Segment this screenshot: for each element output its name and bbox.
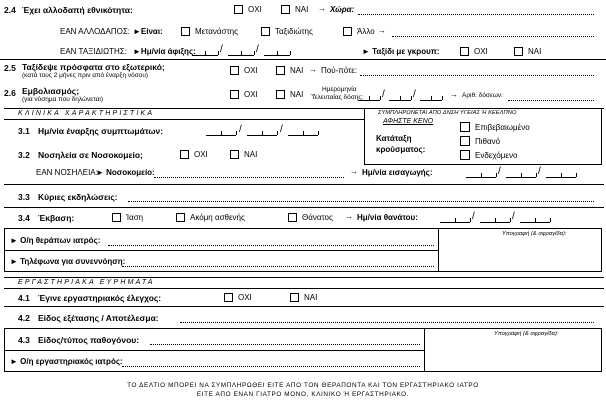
arrow-icon: →	[450, 90, 458, 99]
symptom-onset-date-field[interactable]: / /	[206, 124, 326, 136]
lab-physician-name-label: ► Ο/η εργαστηριακός ιατρός:	[10, 357, 123, 366]
classification-header: ΣΥΜΠΛΗΡΩΝΕΤΑΙ ΑΠΟ ΔΝΣΗ ΥΓΕΙΑΣ Ή ΚΕΕΛΠΝΟ	[378, 110, 517, 116]
admission-date-label: Ημ/νία εισαγωγής:	[362, 168, 433, 177]
immigrant-label: Μετανάστης	[195, 27, 238, 36]
main-symptoms-field[interactable]	[128, 201, 594, 202]
q41-no-checkbox[interactable]	[224, 293, 233, 302]
probable-checkbox[interactable]	[460, 136, 470, 146]
q24-no-checkbox[interactable]	[234, 5, 243, 14]
q26-doses-label: Αριθ. δόσεων:	[462, 92, 503, 99]
q25-yes-checkbox[interactable]	[276, 66, 285, 75]
physician-signature-label: Υπογραφή (& σφραγίδα):	[502, 231, 567, 237]
group-no-label: ΟΧΙ	[474, 47, 488, 56]
q31-number: 3.1	[18, 126, 30, 136]
q41-yes-label: ΝΑΙ	[304, 293, 318, 302]
q25-number: 2.5	[4, 63, 16, 73]
hospital-label: ► Νοσοκομείο:	[96, 168, 155, 177]
q24-number: 2.4	[4, 5, 16, 15]
death-checkbox[interactable]	[288, 213, 297, 222]
q25-where-field[interactable]	[360, 75, 594, 76]
q32-yes-label: ΝΑΙ	[244, 150, 258, 159]
arrow-icon: →	[309, 65, 317, 74]
possible-label: Ενδεχόμενο	[475, 151, 518, 160]
q32-number: 3.2	[18, 150, 30, 160]
q33-label: Κύριες εκδηλώσεις:	[38, 192, 118, 202]
lab-signature-area[interactable]	[426, 338, 600, 370]
group-yes-checkbox[interactable]	[514, 47, 523, 56]
q24-country-label: Χώρα:	[330, 5, 355, 14]
divider	[4, 277, 604, 278]
q26-sublabel: (για νόσημα που δηλώνεται)	[22, 96, 104, 103]
death-label: Θάνατος	[302, 213, 333, 222]
lab-signature-label: Υπογραφή (& σφραγίδα):	[494, 331, 559, 337]
divider	[4, 306, 604, 307]
classification-label-1: Κατάταξη	[376, 134, 412, 143]
hospitalization-label: ΕΑΝ ΝΟΣΗΛΕΙΑ:	[36, 168, 98, 177]
classification-label-2: κρούσματος:	[376, 145, 426, 154]
arrow-icon: →	[318, 4, 326, 13]
q26-no-label: ΟΧΙ	[244, 90, 258, 99]
q26-date-label-1: Ημερομηνία	[322, 86, 357, 93]
divider	[4, 119, 364, 120]
q26-doses-field[interactable]	[508, 100, 594, 101]
group-no-checkbox[interactable]	[460, 47, 469, 56]
group-yes-label: ΝΑΙ	[528, 47, 542, 56]
q33-number: 3.3	[18, 192, 30, 202]
tourist-label: Ταξιδιώτης	[275, 27, 313, 36]
clinical-section-title: ΚΛΙΝΙΚΑ ΧΑΡΑΚΤΗΡΙΣΤΙΚΑ	[18, 110, 155, 117]
arrow-icon: →	[378, 26, 386, 35]
q41-label: Έγινε εργαστηριακός έλεγχος:	[38, 293, 162, 303]
test-result-field[interactable]	[180, 322, 594, 323]
divider	[4, 288, 604, 289]
q41-number: 4.1	[18, 293, 30, 303]
q24-yes-label: ΝΑΙ	[295, 5, 309, 14]
q25-label: Ταξίδεψε πρόσφατα στο εξωτερικό;	[22, 62, 165, 72]
q26-yes-checkbox[interactable]	[276, 90, 285, 99]
q25-no-label: ΟΧΙ	[244, 66, 258, 75]
death-date-label: Ημ/νία θανάτου:	[357, 213, 418, 222]
q34-number: 3.4	[18, 213, 30, 223]
divider	[4, 350, 424, 351]
tourist-checkbox[interactable]	[261, 27, 270, 36]
q32-no-label: ΟΧΙ	[194, 150, 208, 159]
leave-blank-note: ΑΦΗΣΤΕ ΚΕΝΟ	[383, 118, 434, 125]
physician-phone-field[interactable]	[122, 266, 434, 267]
traveler-label: ΕΑΝ ΤΑΞΙΔΙΩΤΗΣ:	[60, 47, 127, 56]
foreign-is-label: ►Είναι:	[133, 27, 163, 36]
q26-date-label-2: τελευταίας δόσης:	[312, 94, 364, 101]
still-ill-checkbox[interactable]	[176, 213, 185, 222]
q43-label: Είδος/τύπος παθογόνου:	[38, 335, 140, 345]
q32-label: Νοσηλεία σε Νοσοκομείο;	[38, 150, 143, 160]
physician-name-label: ► Ο/η θεράπων ιατρός:	[10, 236, 101, 245]
q42-number: 4.2	[18, 313, 30, 323]
q26-no-checkbox[interactable]	[230, 90, 239, 99]
divider	[4, 207, 604, 208]
q32-no-checkbox[interactable]	[180, 150, 189, 159]
probable-label: Πιθανό	[475, 137, 501, 146]
arrival-label: ►Ημ/νία άφιξης:	[133, 47, 196, 56]
other-field[interactable]	[392, 36, 594, 37]
q32-yes-checkbox[interactable]	[230, 150, 239, 159]
other-label: Άλλο	[357, 27, 375, 36]
arrow-icon: →	[350, 167, 358, 176]
q24-no-label: ΟΧΙ	[248, 5, 262, 14]
pathogen-field[interactable]	[150, 344, 420, 345]
group-travel-label: ► Ταξίδι με γκρουπ:	[362, 47, 440, 56]
confirmed-label: Επιβεβαιωμένο	[475, 123, 530, 132]
physician-name-field[interactable]	[108, 245, 434, 246]
admission-date-field[interactable]: / /	[466, 166, 584, 178]
other-checkbox[interactable]	[343, 27, 352, 36]
q24-label: Έχει αλλοδαπή εθνικότητα:	[22, 5, 133, 15]
q34-label: Έκβαση:	[38, 213, 75, 223]
q26-number: 2.6	[4, 88, 16, 98]
still-ill-label: Ακόμη ασθενής	[190, 213, 245, 222]
possible-checkbox[interactable]	[460, 150, 470, 160]
q25-no-checkbox[interactable]	[230, 66, 239, 75]
divider	[4, 184, 604, 185]
physician-signature-area[interactable]	[440, 238, 600, 270]
foreign-label: ΕΑΝ ΑΛΛΟΔΑΠΟΣ:	[60, 27, 130, 36]
divider	[424, 328, 425, 372]
q24-country-field[interactable]	[358, 14, 594, 15]
confirmed-checkbox[interactable]	[460, 122, 470, 132]
footer-line-1: ΤΟ ΔΕΛΤΙΟ ΜΠΟΡΕΙ ΝΑ ΣΥΜΠΛΗΡΩΘΕΙ ΕΙΤΕ ΑΠΟ ΤΟΝ ΘΕΡΑΠΟΝΤΑ ΚΑΙ ΤΟΝ ΕΡΓΑΣΤΗΡΙΑΚΟ ΙΑΤΡΟ	[127, 382, 479, 389]
vaccine-date-field[interactable]: / /	[358, 90, 448, 102]
divider	[438, 228, 439, 272]
q25-yes-label: ΝΑΙ	[290, 66, 304, 75]
arrow-icon: →	[345, 212, 353, 221]
q26-yes-label: ΝΑΙ	[290, 90, 304, 99]
immigrant-checkbox[interactable]	[181, 27, 190, 36]
q25-sublabel: (κατά τους 2 μήνες πριν από έναρξη νόσου)	[22, 72, 149, 79]
lab-physician-name-field[interactable]	[122, 366, 420, 367]
q41-no-label: ΟΧΙ	[238, 293, 252, 302]
divider	[0, 59, 606, 60]
recovery-label: Ίαση	[126, 213, 144, 222]
death-date-field[interactable]: / /	[440, 211, 560, 223]
arrow-icon: →	[309, 89, 317, 98]
q41-yes-checkbox[interactable]	[290, 293, 299, 302]
q25-where-label: Πού-πότε:	[321, 66, 358, 75]
q43-number: 4.3	[18, 335, 30, 345]
q31-label: Ημ/νία έναρξης συμπτωμάτων:	[38, 126, 164, 136]
footer-line-2: ΕΙΤΕ ΑΠΟ ΕΝΑΝ ΓΙΑΤΡΟ ΜΟΝΟ, ΚΛΙΝΙΚΟ Ή ΕΡΓΑΣΤΗΡΙΑΚΟ.	[196, 391, 410, 398]
arrival-date-field[interactable]: / /	[192, 44, 296, 56]
divider	[4, 250, 438, 251]
q24-yes-checkbox[interactable]	[281, 5, 290, 14]
q26-label: Εμβολιασμός;	[22, 86, 80, 96]
recovery-checkbox[interactable]	[112, 213, 121, 222]
physician-phone-label: ► Τηλέφωνα για συνεννόηση:	[10, 257, 126, 266]
q42-label: Είδος εξέτασης / Αποτέλεσμα:	[38, 313, 159, 323]
lab-section-title: ΕΡΓΑΣΤΗΡΙΑΚΑ ΕΥΡΗΜΑΤΑ	[18, 279, 155, 286]
hospital-field[interactable]	[154, 177, 344, 178]
